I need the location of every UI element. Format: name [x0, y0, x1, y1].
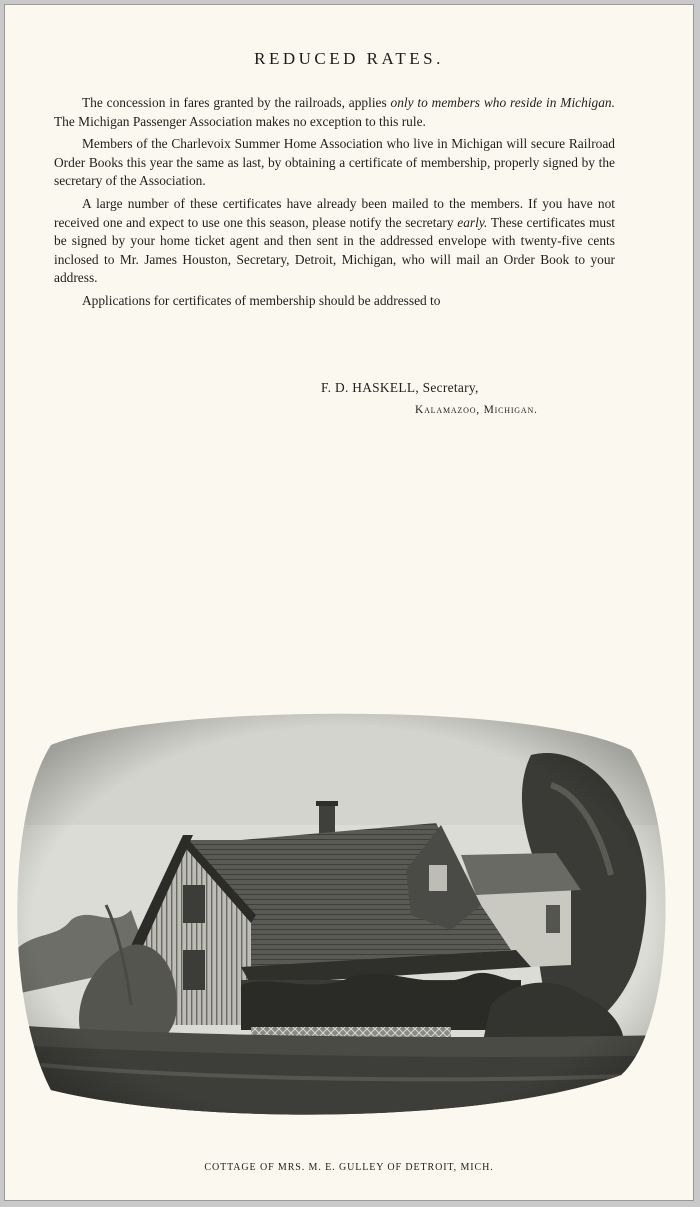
- signature-name: F. D. HASKELL, Secretary,: [321, 380, 479, 395]
- paragraph-3-text-a: A large number of these certificates have already been mailed to the members. If you have not received one and expect to use one this season, please notify the secretary: [54, 195, 615, 230]
- page-title: REDUCED RATES.: [254, 49, 444, 68]
- paragraph-4: Applications for certificates of membership should be addressed to: [82, 292, 441, 308]
- paragraph-3: [54, 195, 615, 288]
- paragraph-1-text-b: The Michigan Passenger Association makes no exception to this rule.: [54, 113, 426, 129]
- document-page: [4, 4, 694, 1201]
- signature-place: Kalamazoo, Michigan.: [415, 404, 538, 416]
- paragraph-3-text-b: These certificates must be signed by your home ticket agent and then sent in the addressed envelope with twenty-five cents inclosed to Mr. James Houston, Secretary, Detroit, Michigan, who will mail an Order Book to your address.: [54, 214, 615, 286]
- cottage-photograph: [11, 705, 671, 1125]
- paragraph-1-text-a: The concession in fares granted by the railroads, applies: [82, 95, 391, 110]
- body-text: [54, 94, 615, 315]
- paragraph-2: Members of the Charlevoix Summer Home Association who live in Michigan will secure Railroad Order Books this year the same as last, by obtaining a certificate of membership, properly signed by the secretary of the Association.: [54, 136, 615, 189]
- photo-caption: COTTAGE OF MRS. M. E. GULLEY OF DETROIT, MICH.: [204, 1162, 494, 1173]
- paragraph-1-emphasis: only to members who reside in Michigan.: [390, 95, 615, 110]
- paragraph-3-emphasis: early.: [457, 214, 488, 230]
- paragraph-1: [54, 94, 615, 131]
